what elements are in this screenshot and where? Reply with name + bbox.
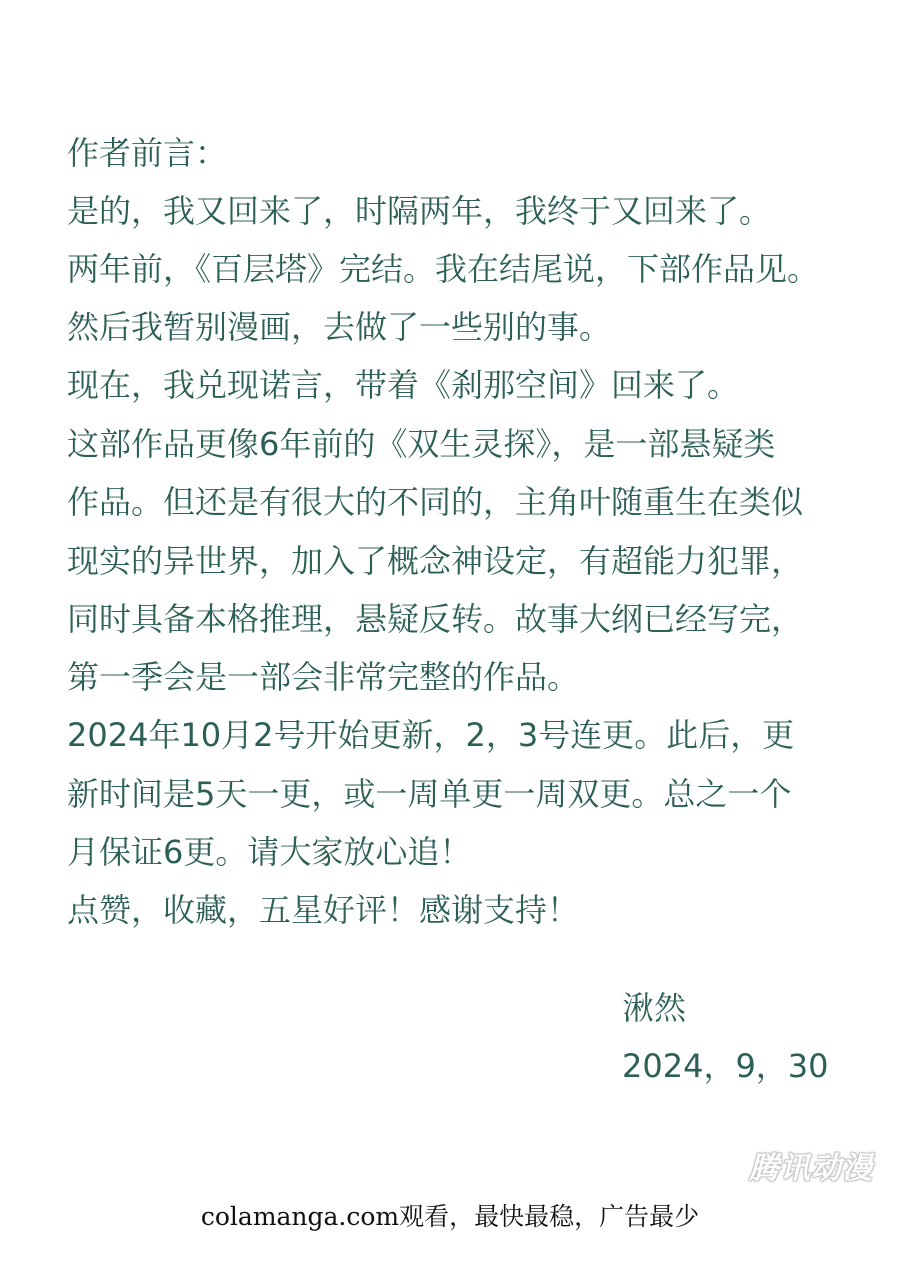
preface-line: 然后我暂别漫画，去做了一些别的事。	[67, 308, 612, 346]
site-footer-text: colamanga.com观看，最快最稳，广告最少	[200, 1202, 700, 1231]
preface-line: 月保证6更。请大家放心追！	[67, 833, 472, 871]
preface-line: 现在，我兑现诺言，带着《刹那空间》回来了。	[67, 366, 740, 404]
preface-line: 同时具备本格推理，悬疑反转。故事大纲已经写完，	[67, 600, 804, 638]
signature-name: 湫然	[622, 989, 687, 1027]
preface-heading: 作者前言：	[67, 134, 228, 172]
preface-line: 点赞，收藏，五星好评！感谢支持！	[67, 891, 580, 929]
preface-line: 是的，我又回来了，时隔两年，我终于又回来了。	[67, 192, 772, 230]
preface-line: 作品。但还是有很大的不同的，主角叶随重生在类似	[67, 483, 804, 521]
preface-line: 2024年10月2号开始更新，2，3号连更。此后，更	[67, 716, 795, 754]
preface-line: 现实的异世界，加入了概念神设定，有超能力犯罪，	[67, 542, 804, 580]
preface-line: 新时间是5天一更，或一周单更一周双更。总之一个	[67, 775, 792, 813]
watermark-logo: 腾讯动漫	[749, 1151, 873, 1186]
preface-line: 第一季会是一部会非常完整的作品。	[67, 658, 580, 696]
preface-line: 这部作品更像6年前的《双生灵探》，是一部悬疑类	[67, 425, 776, 463]
preface-line: 两年前，《百层塔》完结。我在结尾说，下部作品见。	[67, 250, 820, 288]
signature-date: 2024，9，30	[622, 1047, 829, 1085]
